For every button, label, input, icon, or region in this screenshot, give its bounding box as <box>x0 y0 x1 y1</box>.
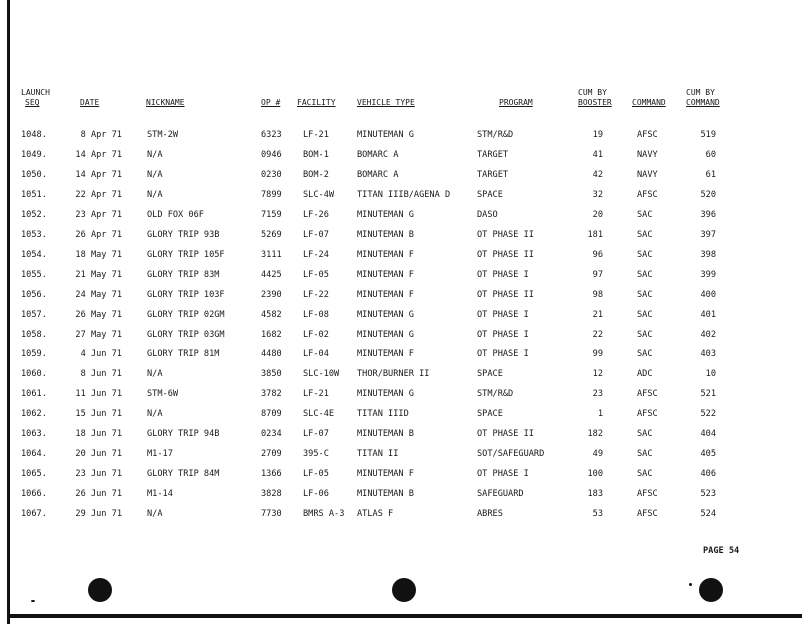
cell-launch-seq: 1057. <box>21 309 47 320</box>
cell-op: 8709 <box>261 409 282 420</box>
cell-nickname: OLD FOX 06F <box>147 209 204 220</box>
cell-vehicle-type: MINUTEMAN F <box>357 469 414 480</box>
header-launch-seq-line2: SEQ <box>25 98 40 107</box>
cell-facility: LF-22 <box>303 289 329 300</box>
cell-facility: LF-05 <box>303 269 329 280</box>
table-row <box>0 349 802 369</box>
cell-nickname: GLORY TRIP 103F <box>147 289 225 300</box>
cell-launch-seq: 1067. <box>21 509 47 520</box>
page-number: PAGE 54 <box>703 546 740 556</box>
cell-nickname: GLORY TRIP 94B <box>147 429 220 440</box>
cell-nickname: M1-17 <box>147 449 173 460</box>
cell-command: SAC <box>637 349 653 360</box>
cell-op: 7899 <box>261 189 282 200</box>
cell-facility: LF-21 <box>303 130 329 140</box>
cell-launch-seq: 1065. <box>21 469 47 480</box>
table-row <box>0 489 802 509</box>
cell-launch-seq: 1058. <box>21 329 47 340</box>
cell-cum-booster: 23 <box>592 389 603 400</box>
header-program <box>477 98 533 108</box>
cell-program: OT PHASE II <box>477 429 534 440</box>
table-row <box>0 509 802 529</box>
header-command <box>632 98 666 108</box>
cell-cum-command: 60 <box>705 149 716 160</box>
cell-program: DASO <box>477 209 498 220</box>
cell-cum-booster: 53 <box>592 509 603 520</box>
cell-launch-seq: 1060. <box>21 369 47 380</box>
cell-program: OT PHASE I <box>477 349 529 360</box>
cell-op: 4425 <box>261 269 282 280</box>
cell-command: NAVY <box>637 169 658 180</box>
cell-nickname: GLORY TRIP 81M <box>147 349 220 360</box>
cell-date: 8 Jun 71 <box>80 369 122 380</box>
cell-cum-booster: 20 <box>592 209 603 220</box>
binder-hole-left <box>88 578 112 602</box>
header-cum-booster-line2: BOOSTER <box>578 98 612 107</box>
cell-launch-seq: 1062. <box>21 409 47 420</box>
cell-nickname: GLORY TRIP 02GM <box>147 309 225 320</box>
cell-facility: SLC-4E <box>303 409 335 420</box>
cell-vehicle-type: THOR/BURNER II <box>357 369 430 380</box>
cell-nickname: STM-6W <box>147 389 179 400</box>
cell-op: 1366 <box>261 469 282 480</box>
cell-cum-booster: 96 <box>592 249 603 260</box>
cell-cum-booster: 12 <box>592 369 603 380</box>
cell-facility: BOM-2 <box>303 169 329 180</box>
cell-launch-seq: 1054. <box>21 249 47 260</box>
cell-vehicle-type: BOMARC A <box>357 169 399 180</box>
header-program-label: PROGRAM <box>499 98 533 107</box>
table-row <box>0 369 802 389</box>
cell-op: 0234 <box>261 429 282 440</box>
cell-program: SAFEGUARD <box>477 489 524 500</box>
cell-date: 18 Jun 71 <box>75 429 122 440</box>
cell-command: AFSC <box>637 389 658 400</box>
cell-facility: LF-04 <box>303 349 329 360</box>
cell-facility: LF-07 <box>303 429 329 440</box>
cell-program: SPACE <box>477 409 503 420</box>
table-row <box>0 270 802 290</box>
table-row <box>0 170 802 190</box>
cell-nickname: M1-14 <box>147 489 173 500</box>
cell-facility: 395-C <box>303 449 329 460</box>
cell-program: OT PHASE I <box>477 469 529 480</box>
header-facility-label: FACILITY <box>297 98 336 107</box>
cell-op: 3782 <box>261 389 282 400</box>
cell-program: OT PHASE II <box>477 249 534 260</box>
cell-nickname: N/A <box>147 369 163 380</box>
cell-op: 4582 <box>261 309 282 320</box>
cell-cum-booster: 41 <box>592 149 603 160</box>
cell-cum-command: 523 <box>700 489 716 500</box>
cell-cum-command: 10 <box>705 369 716 380</box>
cell-command: AFSC <box>637 509 658 520</box>
cell-cum-booster: 49 <box>592 449 603 460</box>
header-nickname-label: NICKNAME <box>146 98 185 107</box>
cell-date: 11 Jun 71 <box>75 389 122 400</box>
cell-command: SAC <box>637 229 653 240</box>
cell-date: 29 Jun 71 <box>75 509 122 520</box>
cell-command: SAC <box>637 329 653 340</box>
cell-facility: LF-07 <box>303 229 329 240</box>
cell-cum-booster: 1 <box>597 409 603 420</box>
cell-facility: SLC-4W <box>303 189 335 200</box>
cell-date: 15 Jun 71 <box>75 409 122 420</box>
cell-cum-booster: 97 <box>592 269 603 280</box>
cell-command: SAC <box>637 209 653 220</box>
table-row <box>0 389 802 409</box>
cell-vehicle-type: MINUTEMAN G <box>357 329 414 340</box>
header-facility <box>297 98 336 108</box>
cell-vehicle-type: MINUTEMAN B <box>357 229 414 240</box>
cell-program: OT PHASE I <box>477 329 529 340</box>
cell-cum-command: 406 <box>700 469 716 480</box>
cell-command: AFSC <box>637 409 658 420</box>
header-date <box>74 98 105 108</box>
cell-command: SAC <box>637 449 653 460</box>
table-row <box>0 210 802 230</box>
cell-cum-booster: 183 <box>587 489 603 500</box>
table-row <box>0 190 802 210</box>
cell-op: 0946 <box>261 149 282 160</box>
cell-vehicle-type: TITAN IIIB/AGENA D <box>357 189 451 200</box>
cell-program: OT PHASE I <box>477 309 529 320</box>
cell-vehicle-type: MINUTEMAN B <box>357 429 414 440</box>
cell-launch-seq: 1061. <box>21 389 47 400</box>
table-row <box>0 230 802 250</box>
cell-program: SPACE <box>477 369 503 380</box>
cell-vehicle-type: MINUTEMAN F <box>357 349 414 360</box>
header-command-label: COMMAND <box>632 98 666 107</box>
cell-program: SPACE <box>477 189 503 200</box>
cell-facility: BOM-1 <box>303 149 329 160</box>
cell-date: 14 Apr 71 <box>75 169 122 180</box>
header-launch-seq <box>21 88 50 108</box>
cell-op: 6323 <box>261 130 282 140</box>
cell-launch-seq: 1049. <box>21 149 47 160</box>
cell-command: SAC <box>637 269 653 280</box>
table-row <box>0 130 802 150</box>
cell-program: TARGET <box>477 149 509 160</box>
cell-launch-seq: 1055. <box>21 269 47 280</box>
cell-nickname: N/A <box>147 509 163 520</box>
cell-date: 20 Jun 71 <box>75 449 122 460</box>
cell-date: 18 May 71 <box>75 249 122 260</box>
cell-cum-command: 524 <box>700 509 716 520</box>
cell-cum-booster: 22 <box>592 329 603 340</box>
cell-cum-command: 402 <box>700 329 716 340</box>
header-op-label: OP # <box>261 98 281 107</box>
table-row <box>0 429 802 449</box>
cell-command: SAC <box>637 469 653 480</box>
cell-command: AFSC <box>637 489 658 500</box>
cell-nickname: N/A <box>147 189 163 200</box>
cell-date: 23 Jun 71 <box>75 469 122 480</box>
cell-date: 24 May 71 <box>75 289 122 300</box>
cell-date: 22 Apr 71 <box>75 189 122 200</box>
cell-launch-seq: 1063. <box>21 429 47 440</box>
cell-command: NAVY <box>637 149 658 160</box>
cell-cum-booster: 181 <box>587 229 603 240</box>
cell-cum-command: 521 <box>700 389 716 400</box>
cell-vehicle-type: ATLAS F <box>357 509 394 520</box>
cell-cum-command: 404 <box>700 429 716 440</box>
cell-launch-seq: 1052. <box>21 209 47 220</box>
cell-command: SAC <box>637 249 653 260</box>
cell-cum-booster: 19 <box>592 130 603 140</box>
header-cum-booster-line1: CUM BY <box>578 88 607 97</box>
cell-op: 1682 <box>261 329 282 340</box>
cell-facility: BMRS A-3 <box>303 509 345 520</box>
page-bottom-border <box>7 614 802 618</box>
cell-cum-command: 403 <box>700 349 716 360</box>
header-launch-seq-line1: LAUNCH <box>21 88 50 97</box>
cell-date: 4 Jun 71 <box>80 349 122 360</box>
table-row <box>0 330 802 350</box>
table-row <box>0 469 802 489</box>
cell-cum-booster: 21 <box>592 309 603 320</box>
cell-op: 3850 <box>261 369 282 380</box>
cell-facility: LF-24 <box>303 249 329 260</box>
cell-nickname: GLORY TRIP 105F <box>147 249 225 260</box>
cell-launch-seq: 1059. <box>21 349 47 360</box>
cell-cum-booster: 32 <box>592 189 603 200</box>
cell-facility: LF-08 <box>303 309 329 320</box>
cell-vehicle-type: MINUTEMAN G <box>357 309 414 320</box>
cell-nickname: N/A <box>147 169 163 180</box>
cell-op: 4480 <box>261 349 282 360</box>
header-cum-command-line2: COMMAND <box>686 98 720 107</box>
cell-facility: LF-05 <box>303 469 329 480</box>
cell-program: STM/R&D <box>477 389 514 400</box>
cell-date: 23 Apr 71 <box>75 209 122 220</box>
cell-cum-command: 522 <box>700 409 716 420</box>
cell-vehicle-type: MINUTEMAN B <box>357 489 414 500</box>
table-row <box>0 449 802 469</box>
cell-program: SOT/SAFEGUARD <box>477 449 545 460</box>
header-nickname <box>146 98 185 108</box>
table-row <box>0 310 802 330</box>
header-cum-command <box>686 88 720 108</box>
cell-command: AFSC <box>637 130 658 140</box>
cell-date: 26 May 71 <box>75 309 122 320</box>
cell-cum-booster: 100 <box>587 469 603 480</box>
cell-cum-command: 396 <box>700 209 716 220</box>
cell-vehicle-type: MINUTEMAN G <box>357 209 414 220</box>
cell-command: SAC <box>637 429 653 440</box>
cell-vehicle-type: MINUTEMAN F <box>357 289 414 300</box>
cell-launch-seq: 1053. <box>21 229 47 240</box>
cell-facility: LF-02 <box>303 329 329 340</box>
cell-nickname: GLORY TRIP 83M <box>147 269 220 280</box>
cell-date: 21 May 71 <box>75 269 122 280</box>
cell-op: 0230 <box>261 169 282 180</box>
cell-nickname: STM-2W <box>147 130 179 140</box>
cell-date: 8 Apr 71 <box>80 130 122 140</box>
cell-op: 3111 <box>261 249 282 260</box>
cell-launch-seq: 1048. <box>21 130 47 140</box>
cell-nickname: N/A <box>147 409 163 420</box>
cell-launch-seq: 1056. <box>21 289 47 300</box>
cell-cum-booster: 99 <box>592 349 603 360</box>
cell-cum-command: 397 <box>700 229 716 240</box>
cell-command: SAC <box>637 289 653 300</box>
cell-cum-command: 401 <box>700 309 716 320</box>
cell-nickname: GLORY TRIP 03GM <box>147 329 225 340</box>
cell-vehicle-type: MINUTEMAN G <box>357 130 414 140</box>
cell-cum-command: 399 <box>700 269 716 280</box>
cell-date: 27 May 71 <box>75 329 122 340</box>
cell-vehicle-type: BOMARC A <box>357 149 399 160</box>
cell-nickname: GLORY TRIP 93B <box>147 229 220 240</box>
cell-vehicle-type: MINUTEMAN F <box>357 249 414 260</box>
cell-op: 2709 <box>261 449 282 460</box>
cell-command: SAC <box>637 309 653 320</box>
cell-facility: SLC-10W <box>303 369 340 380</box>
binder-hole-right <box>699 578 723 602</box>
cell-vehicle-type: MINUTEMAN F <box>357 269 414 280</box>
cell-launch-seq: 1066. <box>21 489 47 500</box>
cell-op: 7159 <box>261 209 282 220</box>
cell-program: OT PHASE II <box>477 289 534 300</box>
cell-date: 26 Apr 71 <box>75 229 122 240</box>
cell-program: ABRES <box>477 509 503 520</box>
header-vehicle-type <box>357 98 415 108</box>
cell-vehicle-type: TITAN IIID <box>357 409 409 420</box>
cell-launch-seq: 1064. <box>21 449 47 460</box>
cell-cum-booster: 182 <box>587 429 603 440</box>
header-cum-command-line1: CUM BY <box>686 88 715 97</box>
header-op <box>261 98 280 108</box>
cell-date: 26 Jun 71 <box>75 489 122 500</box>
cell-command: AFSC <box>637 189 658 200</box>
cell-nickname: N/A <box>147 149 163 160</box>
cell-vehicle-type: TITAN II <box>357 449 399 460</box>
cell-cum-command: 520 <box>700 189 716 200</box>
table-row <box>0 409 802 429</box>
cell-op: 7730 <box>261 509 282 520</box>
cell-program: TARGET <box>477 169 509 180</box>
cell-program: OT PHASE I <box>477 269 529 280</box>
cell-op: 3828 <box>261 489 282 500</box>
cell-launch-seq: 1050. <box>21 169 47 180</box>
table-row <box>0 290 802 310</box>
cell-program: OT PHASE II <box>477 229 534 240</box>
cell-nickname: GLORY TRIP 84M <box>147 469 220 480</box>
cell-cum-command: 400 <box>700 289 716 300</box>
cell-op: 5269 <box>261 229 282 240</box>
binder-hole-center <box>392 578 416 602</box>
cell-cum-command: 519 <box>700 130 716 140</box>
cell-command: ADC <box>637 369 653 380</box>
scan-speck <box>31 600 35 602</box>
header-vehicle-type-label: VEHICLE TYPE <box>357 98 415 107</box>
cell-facility: LF-21 <box>303 389 329 400</box>
cell-facility: LF-06 <box>303 489 329 500</box>
cell-vehicle-type: MINUTEMAN G <box>357 389 414 400</box>
cell-cum-command: 61 <box>705 169 716 180</box>
table-row <box>0 150 802 170</box>
cell-op: 2390 <box>261 289 282 300</box>
cell-cum-booster: 42 <box>592 169 603 180</box>
cell-cum-command: 398 <box>700 249 716 260</box>
header-date-label: DATE <box>80 98 100 107</box>
cell-cum-booster: 98 <box>592 289 603 300</box>
table-row <box>0 250 802 270</box>
cell-cum-command: 405 <box>700 449 716 460</box>
cell-program: STM/R&D <box>477 130 514 140</box>
header-cum-booster <box>578 88 612 108</box>
cell-facility: LF-26 <box>303 209 329 220</box>
cell-date: 14 Apr 71 <box>75 149 122 160</box>
scan-speck <box>689 583 692 586</box>
cell-launch-seq: 1051. <box>21 189 47 200</box>
